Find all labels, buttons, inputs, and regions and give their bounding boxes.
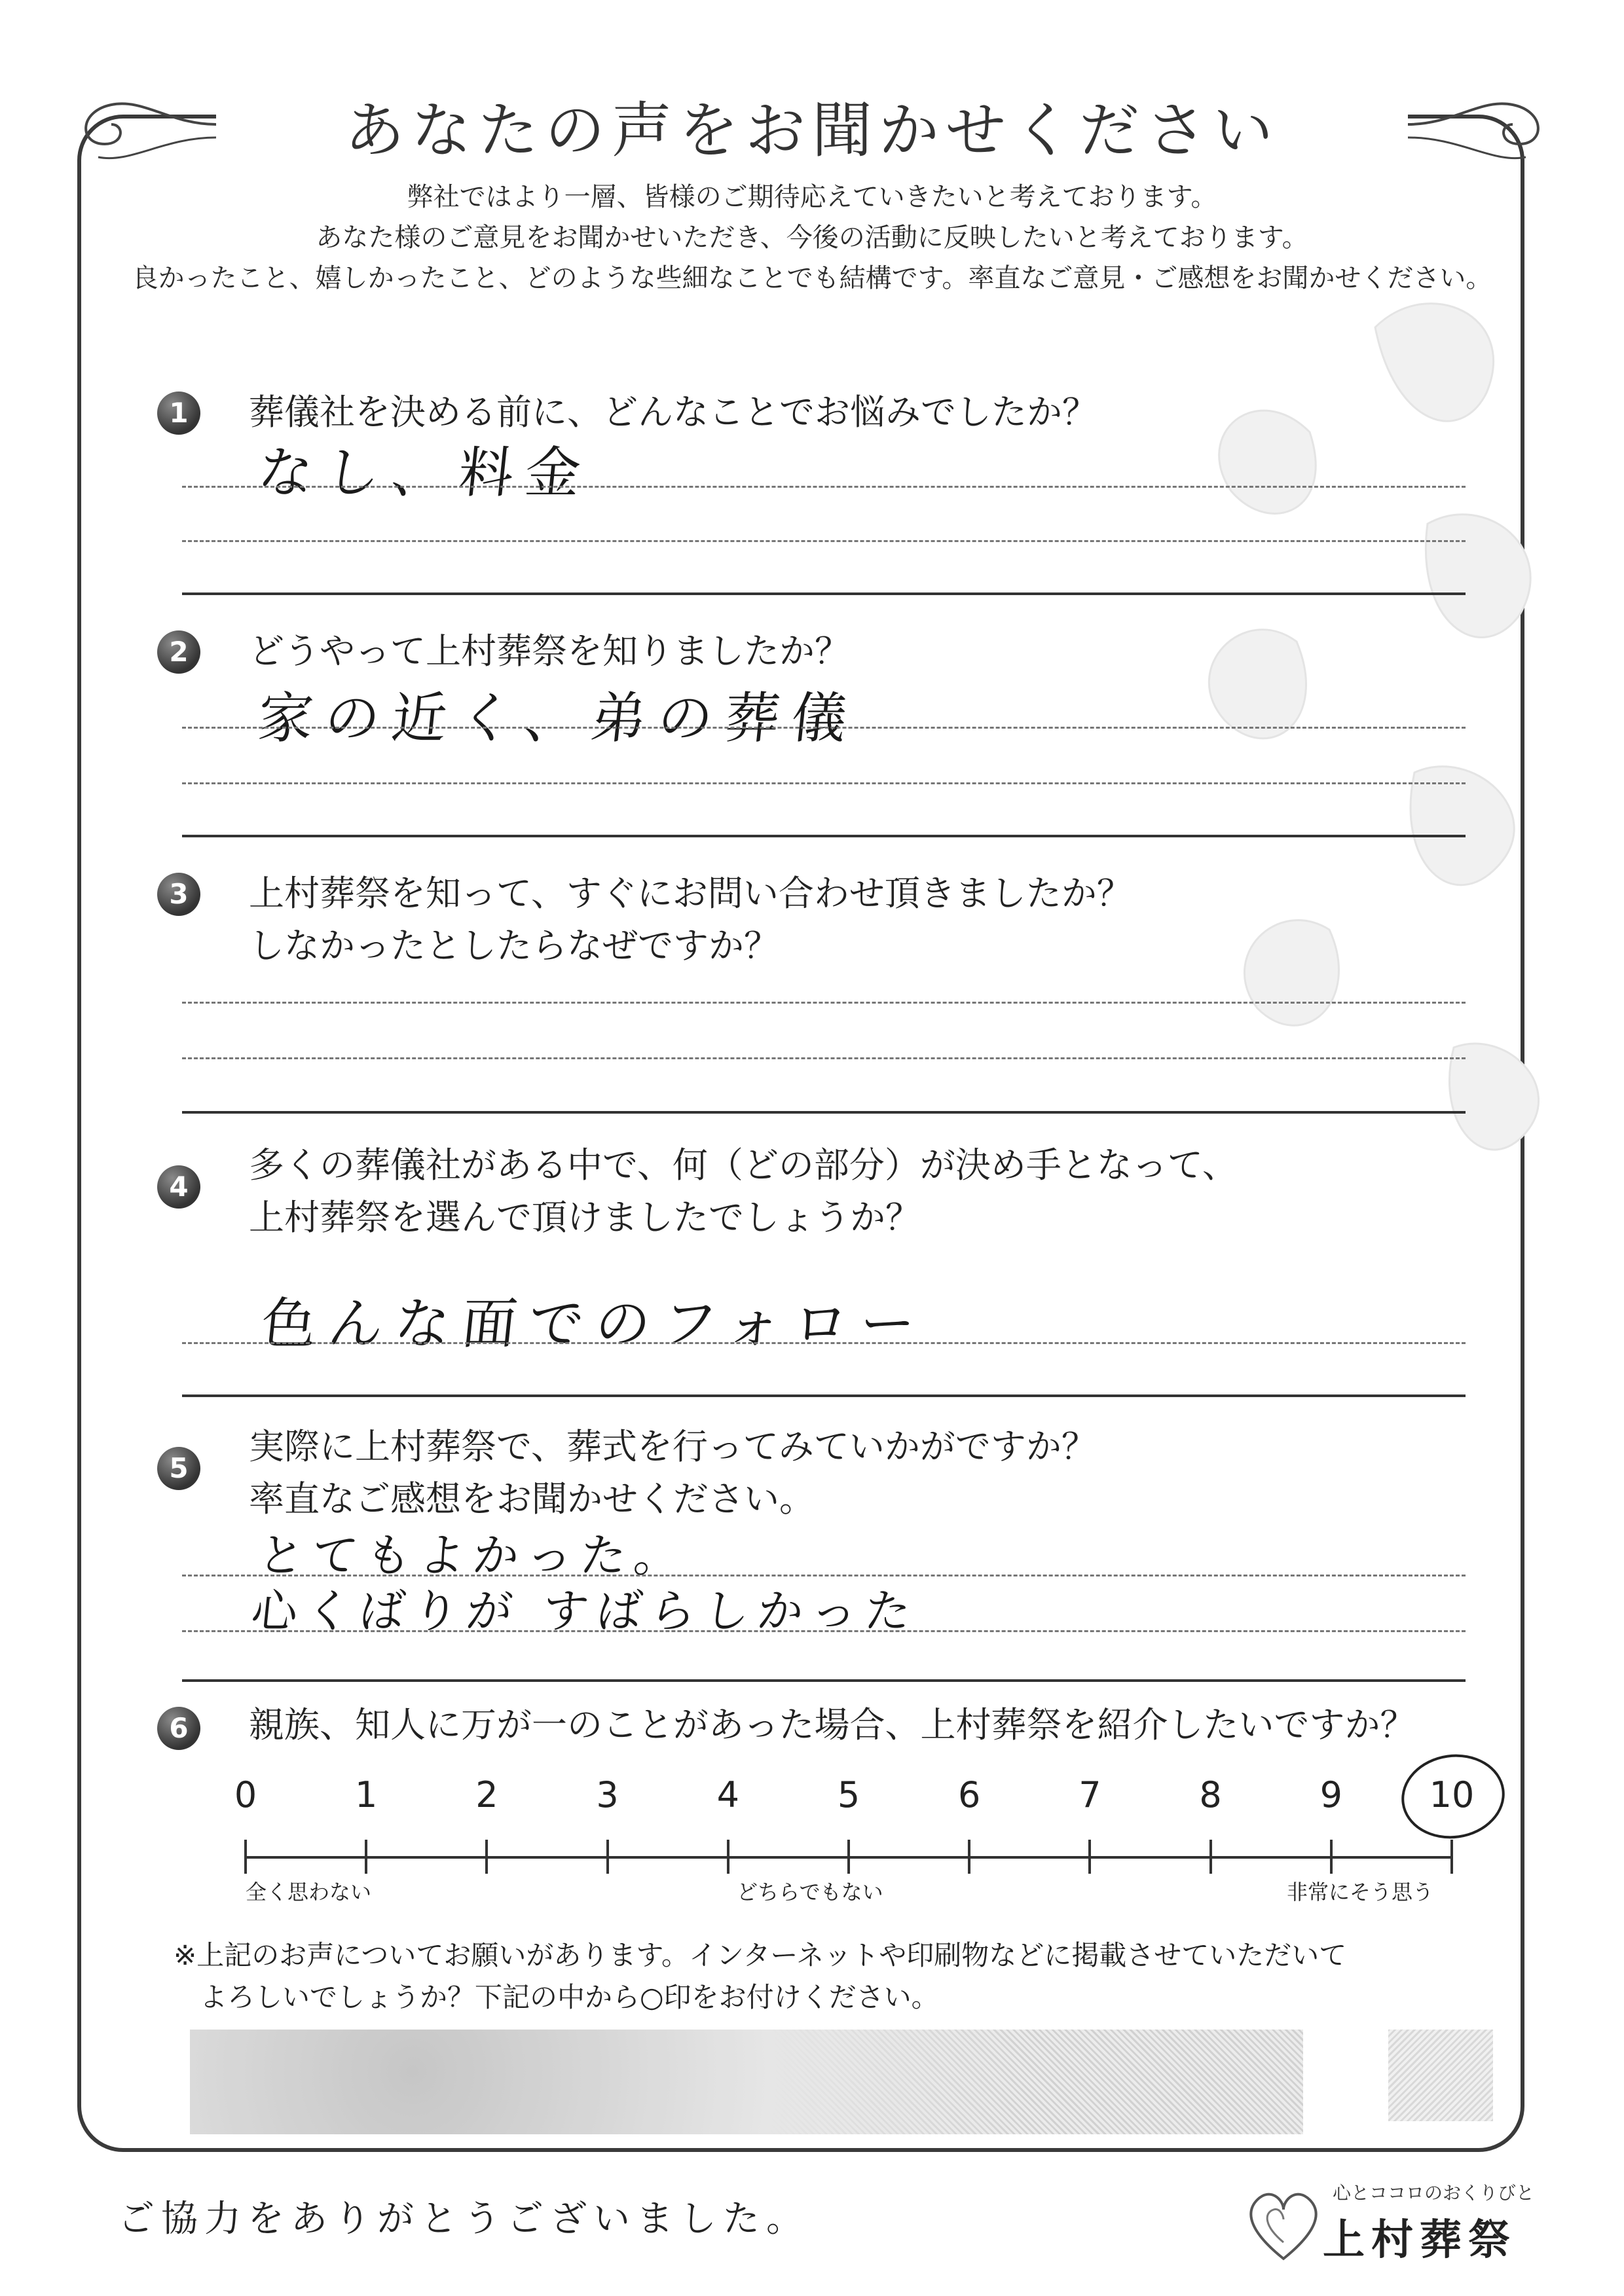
scale-number: 0	[234, 1774, 257, 1815]
section-divider	[182, 1679, 1466, 1682]
note-line: よろしいでしょうか？下記の中から○印をお付けください。	[200, 1981, 939, 2013]
answer-line	[182, 727, 1466, 729]
scale-number: 7	[1079, 1774, 1101, 1815]
scale-tick	[727, 1840, 729, 1874]
answer-line	[182, 1342, 1466, 1344]
answer-line	[182, 1002, 1466, 1004]
section-divider	[182, 592, 1466, 595]
right-flourish-ornament	[1401, 85, 1572, 177]
question-number-badge: 2	[157, 630, 200, 674]
answer-line	[182, 540, 1466, 542]
answer-line	[182, 1630, 1466, 1632]
scale-number: 10	[1429, 1774, 1475, 1815]
left-flourish-ornament	[52, 85, 223, 177]
scale-number: 1	[355, 1774, 378, 1815]
scale-label-low: 全く思わない	[246, 1880, 372, 1904]
question-text: 葬儀社を決める前に、どんなことでお悩みでしたか？	[249, 392, 1098, 433]
note-line: ※上記のお声についてお願いがあります。インターネットや印刷物などに掲載させていただいて	[174, 1939, 1347, 1971]
scale-number: 8	[1199, 1774, 1222, 1815]
answer-line	[182, 1057, 1466, 1059]
answer-line	[182, 782, 1466, 784]
scale-label-mid: どちらでもない	[737, 1880, 883, 1904]
question-text: 実際に上村葬祭で、葬式を行ってみていかがですか？	[249, 1426, 1097, 1467]
question-number-badge: 6	[157, 1707, 200, 1750]
scale-tick	[1209, 1840, 1212, 1874]
brand-heart-logo	[1244, 2180, 1323, 2272]
question-number-badge: 3	[157, 873, 200, 916]
question-text: 率直なご感想をお聞かせください。	[249, 1478, 815, 1520]
question-number-badge: 1	[157, 392, 200, 435]
scale-number: 4	[716, 1774, 739, 1815]
scale-tick	[847, 1840, 850, 1874]
question-text: 上村葬祭を選んで頂けましたでしょうか？	[249, 1197, 921, 1238]
question-number-badge: 5	[157, 1447, 200, 1490]
redacted-area	[190, 2030, 1303, 2134]
handwritten-answer: 家の近く、弟の葬儀	[255, 686, 862, 750]
section-divider	[182, 835, 1466, 837]
scale-tick	[606, 1840, 609, 1874]
scale-tick	[1330, 1840, 1333, 1874]
scale-tick	[365, 1840, 367, 1874]
scale-number: 2	[475, 1774, 498, 1815]
question-text: 多くの葬儀社がある中で、何（どの部分）が決め手となって、	[249, 1144, 1238, 1186]
page-title: あなたの声をお聞かせください	[344, 96, 1280, 166]
question-number-badge: 4	[157, 1165, 200, 1209]
question-text: 上村葬祭を知って、すぐにお問い合わせ頂きましたか？	[249, 873, 1132, 914]
brand-name: 上村葬祭	[1323, 2216, 1517, 2265]
section-divider	[182, 1111, 1466, 1114]
scale-tick	[485, 1840, 488, 1874]
scale-tick	[1450, 1840, 1453, 1874]
title-banner	[216, 92, 1408, 170]
scale-number: 9	[1320, 1774, 1342, 1815]
scale-number: 3	[596, 1774, 619, 1815]
scale-number: 5	[837, 1774, 860, 1815]
handwritten-answer: 心くばりが すばらしかった	[249, 1584, 921, 1638]
handwritten-answer: とてもよかった。	[255, 1529, 691, 1582]
question-text: どうやって上村葬祭を知りましたか？	[249, 630, 850, 672]
handwritten-answer: なし、料金	[255, 441, 596, 505]
section-divider	[182, 1394, 1466, 1397]
question-text: しなかったとしたらなぜですか？	[249, 925, 779, 966]
handwritten-answer: 色んな面でのフォロー	[258, 1292, 931, 1356]
intro-line: 弊社ではより一層、皆様のご期待応えていきたいと考えております。	[407, 182, 1217, 212]
thanks-message: ご協力をありがとうございました。	[118, 2198, 809, 2240]
answer-line	[182, 486, 1466, 488]
scale-number: 6	[958, 1774, 981, 1815]
scale-tick	[244, 1840, 247, 1874]
question-text: 親族、知人に万が一のことがあった場合、上村葬祭を紹介したいですか？	[249, 1704, 1416, 1745]
scale-tick	[1088, 1840, 1091, 1874]
brand-tagline: 心とココロのおくりびと	[1333, 2182, 1535, 2204]
scale-tick	[968, 1840, 970, 1874]
publication-note	[174, 1935, 1483, 2018]
intro-line: あなた様のご意見をお聞かせいただき、今後の活動に反映したいと考えております。	[316, 223, 1308, 253]
redacted-area	[1388, 2030, 1493, 2121]
scale-label-high: 非常にそう思う	[1287, 1880, 1434, 1904]
intro-line: 良かったこと、嬉しかったこと、どのような些細なことでも結構です。率直なご意見・ご感想をお聞かせください。	[132, 263, 1492, 293]
